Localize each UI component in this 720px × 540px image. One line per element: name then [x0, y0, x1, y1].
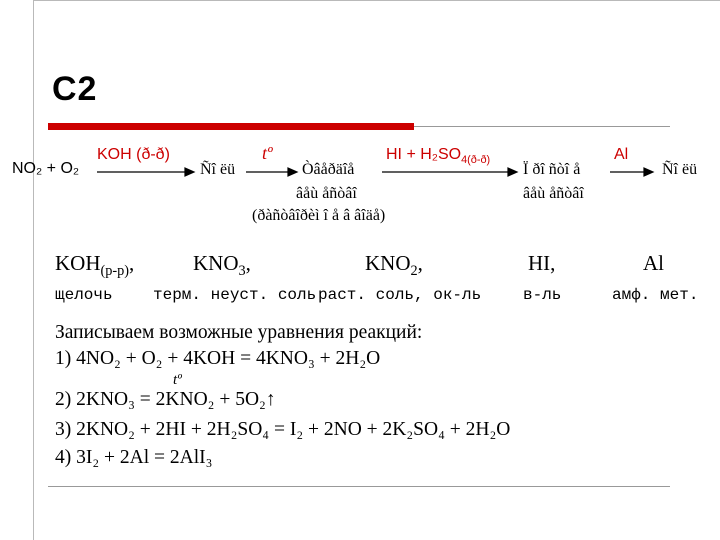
arrow-3-label	[386, 146, 490, 166]
arrow-3-head	[508, 168, 517, 176]
substance-formula-sub: 3	[238, 263, 246, 280]
scheme-product-2-line2: âåù åñòâî	[296, 185, 357, 202]
equation-2-condition: tº	[173, 372, 182, 388]
bottom-rule	[48, 486, 670, 487]
arrow-2-label: tº	[262, 143, 273, 163]
arrow-4-head	[644, 168, 653, 176]
substance-formula-sub: 2	[410, 263, 418, 280]
substance-formula	[528, 251, 555, 275]
substance-description: амф. мет.	[612, 286, 699, 304]
substance-formula-tail: ,	[417, 251, 423, 275]
substance-formula-tail: ,	[129, 251, 135, 275]
equations-intro: Записываем возможные уравнения реакций:	[55, 322, 423, 343]
substance-description: в-ль	[523, 286, 562, 304]
substance-formula-tail: ,	[550, 251, 556, 275]
substance-description: терм. неуст. соль	[153, 286, 317, 304]
slide-title: C2	[52, 70, 98, 108]
substance-formula-main: HI	[528, 251, 551, 275]
equation-1: 1) 4NO₂ + O₂ + 4KOH = 4KNO₃ + 2H₂O	[55, 348, 381, 369]
scheme-product-1: Ñî ëü	[200, 161, 236, 178]
arrow-4-label: Al	[614, 146, 629, 163]
scheme-product-3-line2: âåù åñòâî	[523, 185, 584, 202]
arrow-3-label-sub: 4(ð-ð)	[461, 154, 491, 167]
substance-formula-main: KOH	[55, 251, 101, 275]
substance-formula	[365, 251, 423, 283]
substance-formula	[55, 251, 134, 283]
arrow-1-head	[185, 168, 194, 176]
equation-3: 3) 2KNO₂ + 2HI + 2H₂SO₄ = I₂ + 2NO + 2K₂SO₄ + 2H₂O	[55, 419, 511, 440]
scheme-product-2-line1: Òâåðäîå	[302, 161, 355, 178]
substance-formula	[193, 251, 251, 283]
substance-formula-main: Al	[643, 251, 664, 275]
substance-formula-tail: ,	[245, 251, 251, 275]
substance-formula-sub: (р-р)	[100, 263, 130, 280]
equation-4: 4) 3I₂ + 2Al = 2AlI₃	[55, 447, 213, 468]
scheme-start: NO₂ + O₂	[12, 160, 80, 177]
arrow-2-head	[288, 168, 297, 176]
scheme-product-2-line3: (ðàñòâîðèì î å â âîäå)	[252, 207, 386, 224]
arrow-3-label-main: HI + H₂SO	[386, 146, 462, 163]
substance-description: щелочь	[55, 286, 113, 304]
scheme-product-4: Ñî ëü	[662, 161, 698, 178]
equation-2: 2) 2KNO₃ = 2KNO₂ + 5O₂↑	[55, 389, 276, 410]
scheme-product-3-line1: Ï ðî ñòî å	[523, 161, 581, 178]
substance-description: раст. соль, ок-ль	[318, 286, 482, 304]
substance-formula-main: KNO	[365, 251, 411, 275]
substance-formula	[643, 251, 664, 275]
arrow-1-label: KOH (ð-ð)	[97, 146, 170, 163]
substance-formula-main: KNO	[193, 251, 239, 275]
